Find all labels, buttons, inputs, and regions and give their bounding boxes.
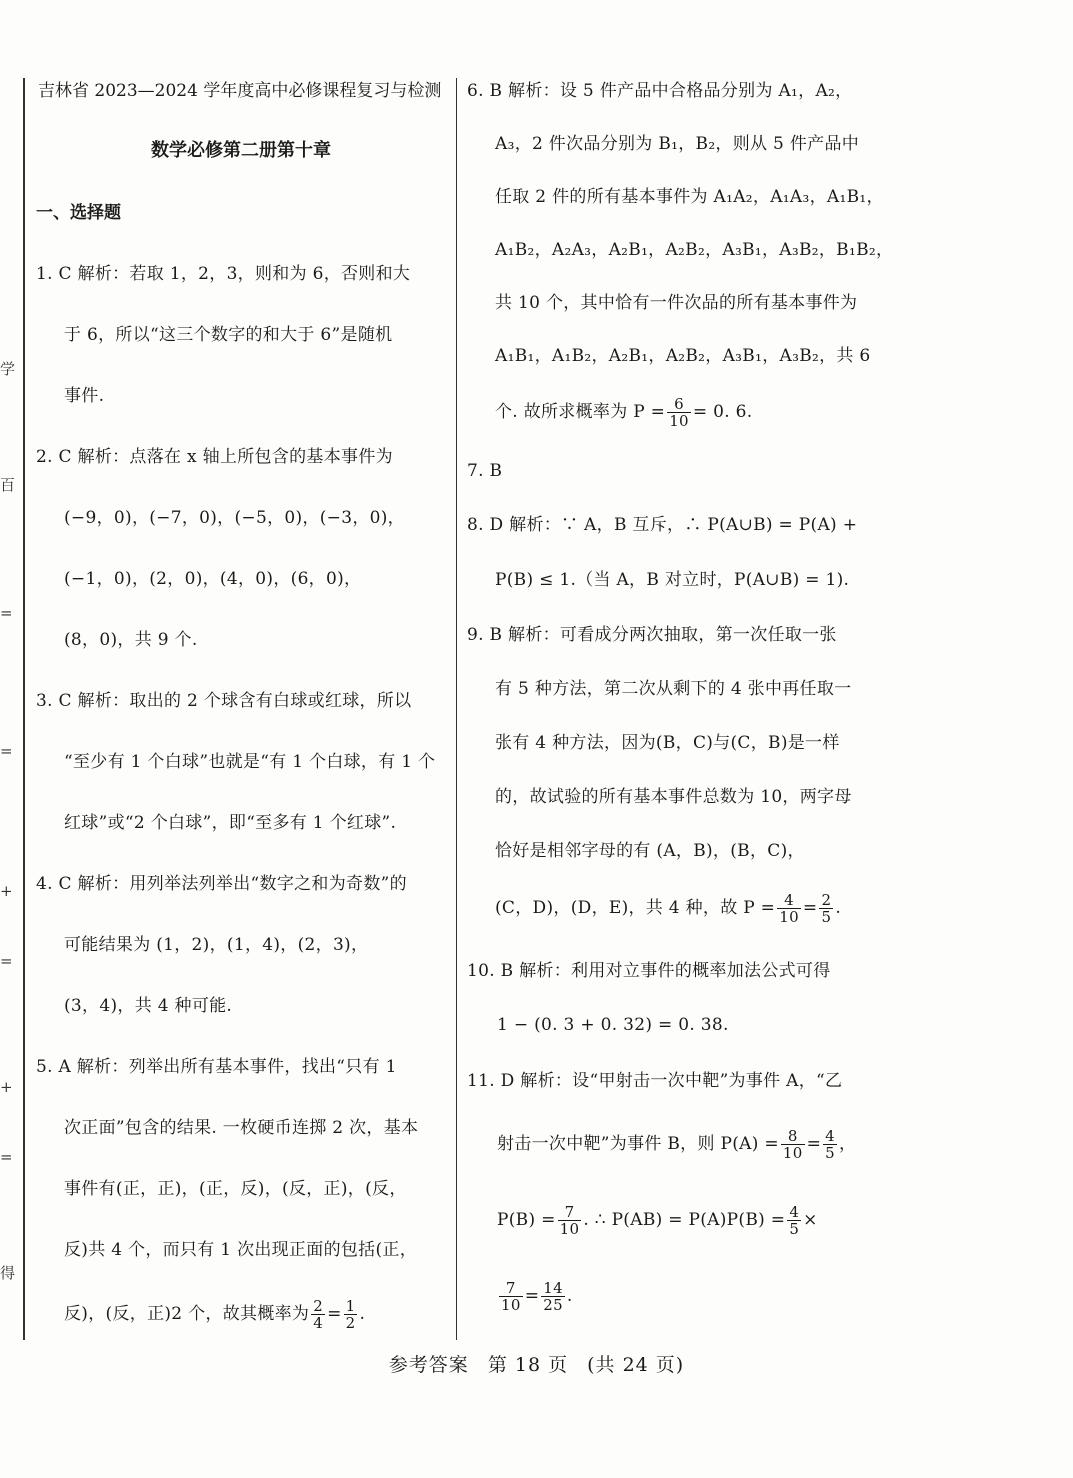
fraction: $\frac{14}{25}$ <box>543 1279 563 1314</box>
answer-line: 张有 4 种方法，因为(B，C)与(C，B)是一样 <box>495 733 840 753</box>
footer-total-pages: (共 24 页) <box>587 1354 685 1376</box>
footer-page-number: 第 18 页 <box>487 1354 569 1376</box>
chapter-title: 数学必修第二册第十章 <box>151 140 331 161</box>
margin-fragment: = <box>0 604 13 622</box>
answer-item-10 <box>467 958 877 1068</box>
answer-item-4 <box>36 871 446 1054</box>
answer-item-1 <box>36 261 446 444</box>
right-column <box>467 78 894 1330</box>
page-footer <box>0 1350 1073 1377</box>
answer-text: P(B) = <box>497 1210 556 1230</box>
left-column <box>36 78 446 1359</box>
answer-text: . ∴ P(AB) = P(A)P(B) = <box>583 1210 786 1230</box>
answer-line: 可能结果为 (1，2)，(1，4)，(2，3)， <box>64 935 369 955</box>
answer-text: 反)，(反，正)2 个，故其概率为 <box>64 1304 310 1324</box>
doc-header: 吉林省 2023—2024 学年度高中必修课程复习与检测 <box>38 81 442 101</box>
answer-line: 10. B 解析：利用对立事件的概率加法公式可得 <box>467 961 831 981</box>
answer-line: A₁B₂，A₂A₃，A₂B₁，A₂B₂，A₃B₁，A₃B₂，B₁B₂， <box>495 240 894 260</box>
answer-line: 11. D 解析：设“甲射击一次中靶”为事件 A，“乙 <box>467 1071 843 1091</box>
fraction: $\frac{2}{5}$ <box>821 891 832 926</box>
answer-line: P(B) ≤ 1.（当 A，B 对立时，P(A∪B) = 1). <box>495 570 850 590</box>
answer-line: 8. D 解析：∵ A，B 互斥，∴ P(A∪B) = P(A) + <box>467 515 858 535</box>
answer-line: 共 10 个，其中恰有一件次品的所有基本事件为 <box>495 293 858 313</box>
answer-item-2 <box>36 444 446 688</box>
margin-fragment: = <box>0 742 13 760</box>
answer-item-9 <box>467 622 877 958</box>
margin-fragment: + <box>0 882 13 900</box>
margin-fragment: = <box>0 1148 13 1166</box>
left-margin-rule <box>23 78 25 1340</box>
answer-text: (C，D)，(D，E)，共 4 种，故 P = <box>495 898 776 918</box>
fraction: $\frac{4}{5}$ <box>789 1203 800 1238</box>
margin-fragment: = <box>0 952 13 970</box>
answer-line: “至少有 1 个白球”也就是“有 1 个白球，有 1 个 <box>64 752 436 772</box>
answer-text: 个. 故所求概率为 P = <box>495 402 666 422</box>
answer-line: (3，4)，共 4 种可能. <box>64 996 233 1016</box>
fraction: $\frac{4}{10}$ <box>779 891 799 926</box>
fraction: $\frac{1}{2}$ <box>345 1297 356 1332</box>
fraction: $\frac{4}{5}$ <box>825 1127 835 1162</box>
answer-item-7: 7. B <box>467 461 503 481</box>
answer-item-3 <box>36 688 446 871</box>
fraction: $\frac{7}{10}$ <box>559 1203 580 1238</box>
answer-line: 于 6，所以“这三个数字的和大于 6”是随机 <box>64 325 393 345</box>
fraction: $\frac{6}{10}$ <box>669 395 689 430</box>
answer-line: 5. A 解析：列举出所有基本事件，找出“只有 1 <box>36 1057 397 1077</box>
answer-line: P(B) = $\frac{7}{10}$ . ∴ P(AB) = P(A)P(B) = $\frac{4}{5}$ × <box>497 1203 818 1238</box>
answer-line: (C，D)，(D，E)，共 4 种，故 P = $\frac{4}{10}$ = $\frac{2}{5}$ . <box>495 891 842 926</box>
answer-line: 3. C 解析：取出的 2 个球含有白球或红球，所以 <box>36 691 412 711</box>
fraction: $\frac{2}{4}$ <box>313 1297 324 1332</box>
fraction: $\frac{7}{10}$ <box>501 1279 521 1314</box>
answer-line: 1 − (0. 3 + 0. 32) = 0. 38. <box>497 1015 729 1035</box>
answer-item-6 <box>467 78 894 458</box>
answer-line: 反)，(反，正)2 个，故其概率为 $\frac{2}{4}$ = $\frac{1}{2}$ . <box>64 1297 366 1332</box>
margin-fragment: 学 <box>0 360 16 378</box>
answer-line: 4. C 解析：用列举法列举出“数字之和为奇数”的 <box>36 874 407 894</box>
answer-line: (−9，0)，(−7，0)，(−5，0)，(−3，0)， <box>64 508 405 528</box>
answer-line: 次正面”包含的结果. 一枚硬币连掷 2 次，基本 <box>64 1118 419 1138</box>
answer-line: 任取 2 件的所有基本事件为 A₁A₂，A₁A₃，A₁B₁， <box>495 187 884 207</box>
margin-fragment: + <box>0 1078 13 1096</box>
answer-line: A₁B₁，A₁B₂，A₂B₁，A₂B₂，A₃B₁，A₃B₂，共 6 <box>495 346 871 366</box>
answer-line: A₃，2 件次品分别为 B₁，B₂，则从 5 件产品中 <box>495 134 860 154</box>
margin-fragment: 百 <box>0 476 16 494</box>
answer-line: 反)共 4 个，而只有 1 次出现正面的包括(正， <box>64 1240 418 1260</box>
answer-text: 射击一次中靶”为事件 B，则 P(A) = <box>497 1134 779 1154</box>
answer-item-11 <box>467 1068 877 1330</box>
answer-line: 1. C 解析：若取 1，2，3，则和为 6，否则和大 <box>36 264 411 284</box>
answer-line: 恰好是相邻字母的有 (A，B)，(B，C)， <box>495 841 805 861</box>
margin-fragment: 得 <box>0 1264 16 1282</box>
column-divider <box>456 78 457 1340</box>
answer-line: 红球”或“2 个白球”，即“至多有 1 个红球”. <box>64 813 397 833</box>
fraction: $\frac{8}{10}$ <box>782 1127 803 1162</box>
answer-line: 有 5 种方法，第二次从剩下的 4 张中再任取一 <box>495 679 852 699</box>
section-heading: 一、选择题 <box>36 203 121 223</box>
answer-line: 6. B 解析：设 5 件产品中合格品分别为 A₁，A₂， <box>467 81 853 101</box>
answer-item-5 <box>36 1054 446 1359</box>
answer-line: 事件. <box>64 386 105 406</box>
answer-line: 9. B 解析：可看成分两次抽取，第一次任取一张 <box>467 625 837 645</box>
answer-line: 事件有(正，正)，(正，反)，(反，正)，(反， <box>64 1179 407 1199</box>
answer-line: (8，0)，共 9 个. <box>64 630 198 650</box>
footer-label: 参考答案 <box>388 1354 469 1376</box>
answer-line: 2. C 解析：点落在 x 轴上所包含的基本事件为 <box>36 447 393 467</box>
answer-line: (−1，0)，(2，0)，(4，0)，(6，0)， <box>64 569 362 589</box>
answer-line: $\frac{7}{10}$ = $\frac{14}{25}$ . <box>501 1279 573 1314</box>
answer-line: 射击一次中靶”为事件 B，则 P(A) = $\frac{8}{10}$ = $\frac{4}{5}$ ， <box>497 1127 857 1162</box>
answer-line: 个. 故所求概率为 P = $\frac{6}{10}$ = 0. 6. <box>495 395 753 430</box>
answer-item-8 <box>467 512 877 622</box>
answer-line: 的，故试验的所有基本事件总数为 10，两字母 <box>495 787 852 807</box>
